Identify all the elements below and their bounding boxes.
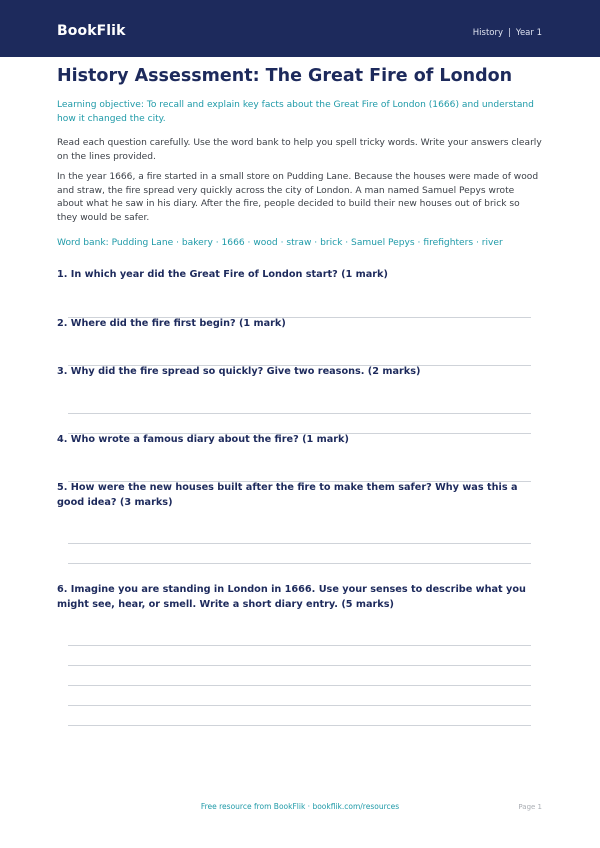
word-bank: Word bank: Pudding Lane · bakery · 1666 · wood · straw · brick · Samuel Pepys · firefighters · river	[57, 238, 503, 248]
answer-line[interactable]	[68, 725, 531, 726]
instructions-text: Read each question carefully. Use the word bank to help you spell tricky words. Write your answers clearly on the lines provided.	[57, 138, 542, 162]
question-6: 6. Imagine you are standing in London in 1666. Use your senses to describe what you might see, hear, or smell. Write a short diary entry. (5 marks)	[57, 584, 526, 610]
question-5: 5. How were the new houses built after the fire to make them safer? Why was this a good idea? (3 marks)	[57, 482, 518, 508]
header-bar	[0, 0, 600, 57]
page-number: Page 1	[518, 803, 542, 811]
question-3: 3. Why did the fire spread so quickly? Give two reasons. (2 marks)	[57, 366, 421, 377]
breadcrumb-year[interactable]: Year 1	[515, 28, 542, 38]
answer-line[interactable]	[68, 413, 531, 414]
footer-credit[interactable]: Free resource from BookFlik · bookflik.com/resources	[200, 802, 400, 811]
answer-line[interactable]	[68, 645, 531, 646]
answer-line[interactable]	[68, 665, 531, 666]
question-1: 1. In which year did the Great Fire of London start? (1 mark)	[57, 269, 388, 280]
answer-line[interactable]	[68, 563, 531, 564]
answer-line[interactable]	[68, 543, 531, 544]
breadcrumb	[473, 28, 542, 38]
question-2: 2. Where did the fire first begin? (1 mark)	[57, 318, 286, 329]
reading-passage: In the year 1666, a fire started in a small store on Pudding Lane. Because the houses were made of wood and straw, the fire spread very quickly across the city of London. A man named Samuel Pepys wrote about what he saw in his diary. After the fire, people decided to build their new houses out of brick so they would be safer.	[57, 172, 539, 223]
page-title: History Assessment: The Great Fire of London	[57, 66, 513, 86]
breadcrumb-separator: |	[508, 28, 511, 38]
learning-objective: Learning objective: To recall and explain key facts about the Great Fire of London (1666) and understand how it changed the city.	[57, 100, 534, 124]
breadcrumb-subject[interactable]: History	[472, 28, 504, 38]
question-4: 4. Who wrote a famous diary about the fire? (1 mark)	[57, 434, 349, 445]
brand-logo[interactable]: BookFlik	[57, 23, 126, 39]
answer-line[interactable]	[68, 685, 531, 686]
answer-line[interactable]	[68, 705, 531, 706]
